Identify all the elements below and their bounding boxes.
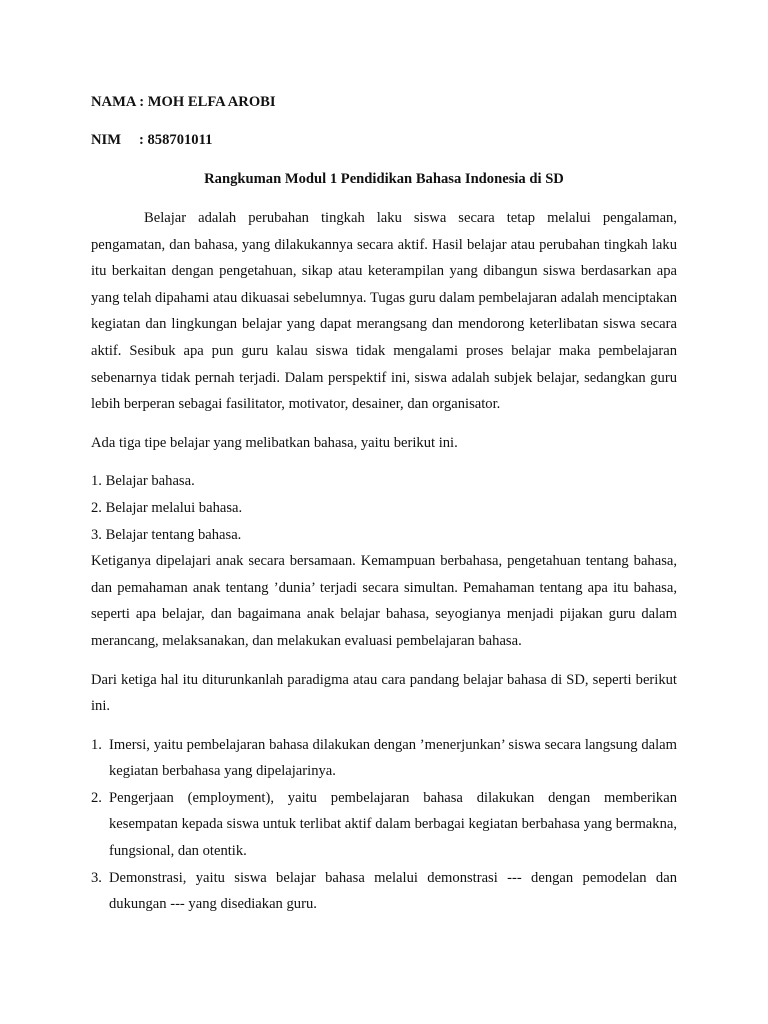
document-content bbox=[91, 92, 677, 918]
paragraph-learning-types-intro: Ada tiga tipe belajar yang melibatkan bahasa, yaitu berikut ini. bbox=[91, 434, 458, 451]
learning-types-list bbox=[91, 468, 677, 548]
list-item bbox=[91, 785, 677, 865]
list-text: Imersi, yaitu pembelajaran bahasa dilakukan dengan ’menerjunkan’ siswa secara langsung dalam kegiatan berbahasa yang dipelajarinya. bbox=[109, 736, 677, 780]
document-title: Rangkuman Modul 1 Pendidikan Bahasa Indonesia di SD bbox=[204, 171, 564, 187]
student-nim bbox=[91, 130, 677, 150]
nim-label: NIM bbox=[91, 132, 121, 148]
list-item: 3. Belajar tentang bahasa. bbox=[91, 526, 242, 543]
paragraph-simultaneous: Ketiganya dipelajari anak secara bersamaan. Kemampuan berbahasa, pengetahuan tentang bahasa, dan pemahaman anak tentang ’dunia’ terjadi secara simultan. Pemahaman tentang apa itu bahasa, seperti apa belajar, dan bagaimana anak belajar bahasa, seyogianya menjadi pijakan guru dalam merancang, melaksanakan, dan melakukan evaluasi pembelajaran bahasa. bbox=[91, 553, 677, 649]
list-number: 3. bbox=[91, 869, 102, 886]
list-text: Pengerjaan (employment), yaitu pembelajaran bahasa dilakukan dengan memberikan kesempatan kepada siswa untuk terlibat aktif dalam berbagai kegiatan berbahasa yang bermakna, fungsional, dan otentik. bbox=[109, 789, 677, 860]
nim-value: : 858701011 bbox=[139, 132, 213, 148]
paragraph-definition: Belajar adalah perubahan tingkah laku siswa secara tetap melalui pengalaman, pengamatan, dan bahasa, yang dilakukannya secara aktif. Hasil belajar atau perubahan tingkah laku itu berkaitan dengan pengetahuan, sikap atau keterampilan yang dibangun siswa berdasarkan apa yang telah dipahami atau dikuasai sebelumnya. Tugas guru dalam pembelajaran adalah menciptakan kegiatan dan lingkungan belajar yang dapat merangsang dan mendorong keterlibatan siswa secara aktif. Sesibuk apa pun guru kalau siswa tidak mengalami proses belajar maka pembelajaran sebenarnya tidak pernah terjadi. Dalam perspektif ini, siswa adalah subjek belajar, sedangkan guru lebih berperan sebagai fasilitator, motivator, desainer, dan organisator. bbox=[91, 210, 677, 413]
list-item bbox=[91, 865, 677, 918]
list-item bbox=[91, 732, 677, 785]
paradigm-list bbox=[91, 732, 677, 918]
list-item: 1. Belajar bahasa. bbox=[91, 473, 195, 490]
list-text: Demonstrasi, yaitu siswa belajar bahasa melalui demonstrasi --- dengan pemodelan dan dukungan --- yang disediakan guru. bbox=[109, 869, 677, 913]
paragraph-paradigm-intro: Dari ketiga hal itu diturunkanlah paradigma atau cara pandang belajar bahasa di SD, seperti berikut ini. bbox=[91, 671, 677, 715]
list-number: 2. bbox=[91, 789, 102, 806]
list-number: 1. bbox=[91, 736, 102, 753]
student-name: NAMA : MOH ELFA AROBI bbox=[91, 94, 276, 110]
list-item: 2. Belajar melalui bahasa. bbox=[91, 499, 243, 516]
